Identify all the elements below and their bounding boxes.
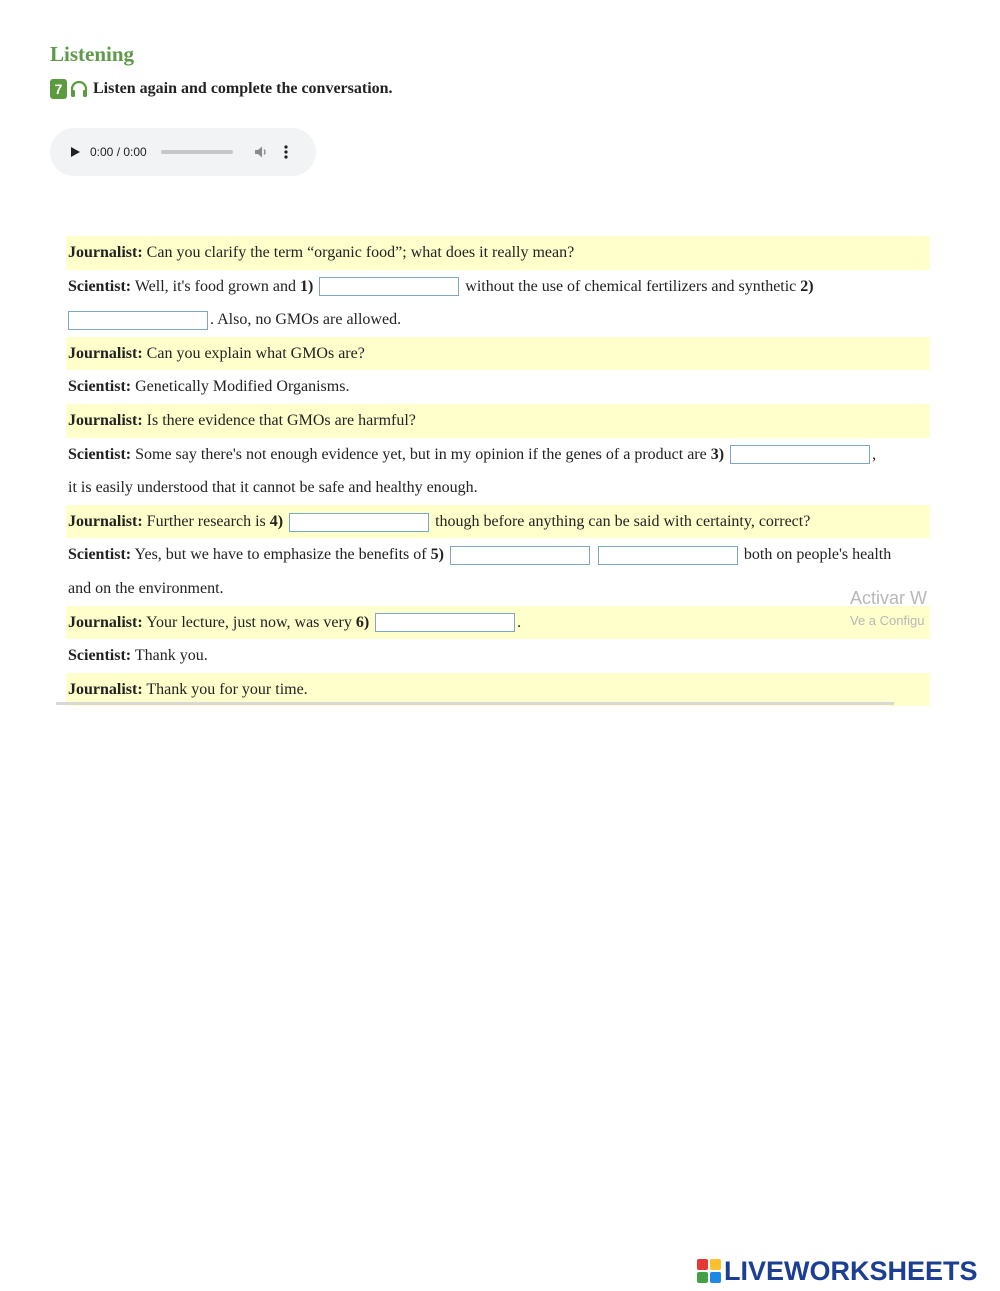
line-text: Your lecture, just now, was very (142, 613, 356, 631)
line-text: Thank you. (131, 647, 208, 665)
speaker-label: Journalist: (68, 244, 143, 261)
answer-input-3[interactable] (730, 445, 870, 464)
instruction-text: Listen again and complete the conversation. (93, 80, 393, 97)
line-text: Is there evidence that GMOs are harmful? (142, 411, 416, 429)
conversation-line (66, 572, 930, 606)
conversation-line (66, 337, 930, 371)
brand-footer (697, 1256, 978, 1286)
conversation-line (66, 606, 930, 640)
section-title: Listening (50, 42, 135, 66)
line-text: Thank you for your time. (142, 680, 308, 698)
line-text: without the use of chemical fertilizers and synthetic (465, 277, 801, 295)
conversation-line (66, 404, 930, 438)
line-text: . Also, no GMOs are allowed. (210, 311, 402, 329)
gap-number: 2) (800, 277, 814, 295)
audio-time: 0:00 / 0:00 (90, 145, 147, 159)
conversation-line (66, 270, 930, 304)
conversation-line (66, 538, 930, 572)
answer-input-6[interactable] (375, 613, 515, 632)
watermark-line-2: Ve a Configu (850, 613, 925, 628)
line-text: , (872, 445, 877, 463)
conversation-line (66, 471, 930, 505)
answer-input-5a[interactable] (450, 546, 590, 565)
speaker-label: Scientist: (68, 546, 132, 564)
line-text: Can you explain what GMOs are? (142, 344, 365, 362)
line-text: Some say there's not enough evidence yet, but in my opinion if the genes of a product are (131, 445, 711, 463)
speaker-label: Scientist: (68, 647, 132, 665)
line-text: Genetically Modified Organisms. (131, 378, 350, 396)
horizontal-scrollbar[interactable] (56, 702, 894, 705)
line-text: it is easily understood that it cannot be safe and healthy enough. (68, 479, 478, 497)
volume-icon[interactable] (253, 144, 269, 160)
line-text: . (517, 613, 522, 631)
play-icon[interactable] (68, 145, 82, 159)
instruction-line (50, 78, 393, 100)
gap-number: 3) (710, 445, 725, 463)
gap-number: 5) (430, 546, 444, 564)
headphones-icon (69, 79, 89, 99)
conversation-line (66, 505, 930, 539)
speaker-label: Scientist: (68, 378, 132, 396)
answer-input-2[interactable] (68, 311, 208, 330)
conversation (66, 236, 930, 706)
speaker-label: Journalist: (68, 411, 143, 429)
activation-watermark (850, 588, 930, 628)
gap-number: 1) (299, 277, 314, 295)
conversation-line (66, 438, 930, 472)
liveworksheets-logo-icon (697, 1259, 721, 1283)
answer-input-1[interactable] (319, 277, 459, 296)
answer-input-4[interactable] (289, 513, 429, 532)
line-text: Well, it's food grown and (131, 277, 300, 295)
audio-player[interactable] (50, 128, 316, 176)
gap-number: 4) (269, 512, 284, 530)
exercise-number-badge: 7 (50, 79, 67, 99)
conversation-line (66, 370, 930, 404)
speaker-label: Scientist: (68, 445, 132, 463)
audio-progress-track[interactable] (161, 150, 233, 154)
line-text: though before anything can be said with certainty, correct? (435, 512, 811, 530)
line-text: and on the environment. (68, 579, 224, 597)
conversation-line (66, 236, 930, 270)
brand-name: LIVEWORKSHEETS (724, 1255, 978, 1286)
line-text: Can you clarify the term “organic food”; what does it really mean? (142, 244, 575, 261)
answer-input-5b[interactable] (598, 546, 738, 565)
line-text: Yes, but we have to emphasize the benefits of (131, 546, 431, 564)
gap-number: 6) (355, 613, 370, 631)
speaker-label: Journalist: (68, 613, 143, 631)
speaker-label: Journalist: (68, 344, 143, 362)
watermark-line-1: Activar W (850, 588, 928, 608)
speaker-label: Scientist: (68, 277, 132, 295)
speaker-label: Journalist: (68, 512, 143, 530)
speaker-label: Journalist: (68, 680, 143, 698)
line-text: both on people's health (743, 546, 892, 564)
line-text: Further research is (142, 512, 270, 530)
conversation-line (66, 639, 930, 673)
more-options-icon[interactable] (283, 144, 289, 160)
conversation-line (66, 303, 930, 337)
